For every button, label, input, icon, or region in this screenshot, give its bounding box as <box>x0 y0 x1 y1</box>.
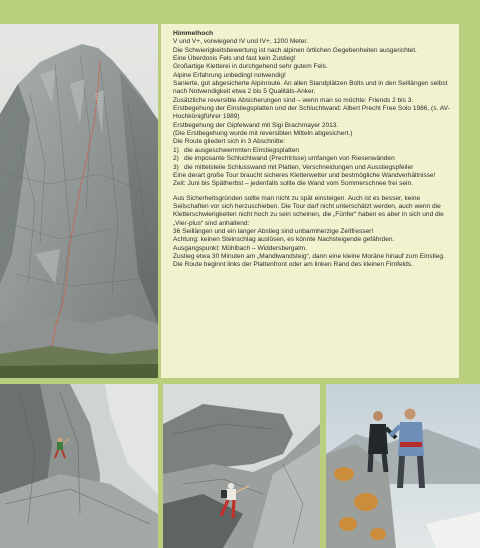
safety-paragraph: Aus Sicherheitsgründen sollte man nicht zu spät einsteigen. Auch ist es besser, keine Seilschaften vor sich herzuschieben. Die Tour darf nicht unterschätzt werden, auch wenn die Kletterschwierigkeiten nicht hoch zu sein scheinen, die „Fünfer“ haben es aber in sich und die „Vier-plus“ sind anhaltend: <box>173 194 444 227</box>
weather-note: Eine derart große Tour braucht sicheres Kletterwetter und bestmögliche Wandverhältnisse! <box>173 171 436 179</box>
sections-intro: Die Route gliedert sich in 3 Abschnitte: <box>173 138 286 146</box>
approach-description: Zustieg etwa 30 Minuten am „Mandlwandsteig“, dann eine kleine Moräne hinauf zum Einstieg. Die Route beginnt links der Plattenfront oder am linken Rand des kleinen Firnfelds. <box>173 252 445 269</box>
route-title: Himmelhoch <box>173 30 214 37</box>
rockfall-warning: Achtung: keinen Steinschlag auslösen, es könnte Nachsteigende gefährden. <box>173 236 395 244</box>
ridge-climber-photo <box>163 384 320 548</box>
first-ascent-summit: Erstbegehung der Gipfelwand mit Sigi Brachmayer 2013. <box>173 121 339 129</box>
summit-climbers-image <box>326 384 480 548</box>
ridge-climber-image <box>163 384 320 548</box>
list-item <box>173 147 450 155</box>
experience-note: Alpine Erfahrung unbedingt notwendig! <box>173 71 286 79</box>
climber-slab-image <box>0 384 158 548</box>
protection-note: Sanierte, gut abgesicherte Alpinroute. An allen Standplätzen Bolts und in den Seillängen selbst nach Notwendigkeit etwa 2 bis 5 Qualitäts-Anker. <box>173 80 448 96</box>
extra-protection-note: Zusätzliche reversible Absicherungen sind – wenn man so möchte: Friends 2 bis 3. <box>173 96 414 104</box>
season-note: Zeit: Juni bis Spätherbst – jedenfalls sollte die Wand vom Sommerschnee frei sein. <box>173 180 413 188</box>
starting-point: Ausgangspunkt: Mühlbach – Widdersbergalm. <box>173 244 307 252</box>
grade-line: V und V+, vorwiegend IV und IV+, 1200 Meter. <box>173 38 309 46</box>
first-ascent-note: (Die Erstbegehung wurde mit reversiblen Mitteln abgesichert.) <box>173 130 353 138</box>
section-text: die imposante Schluchtwand (Prechtrisse) umfangen von Riesenwänden <box>184 155 395 163</box>
mountain-face-image <box>0 24 158 378</box>
section-text: die ausgeschwemmten Einstiegsplatten <box>184 146 299 154</box>
rating-note: Die Schwierigkeitsbewertung ist nach alpinen örtlichen Gegebenheiten ausgerichtet. <box>173 46 417 54</box>
route-sections-list <box>173 147 450 172</box>
route-description-panel <box>161 24 459 378</box>
list-item <box>173 155 450 163</box>
list-item <box>173 164 450 172</box>
approach-note: Eine Überdosis Fels und fast kein Zustieg! <box>173 55 296 63</box>
pitch-count-note: 36 Seillängen und ein langer Abstieg sind unbarmherzige Zeitfresser! <box>173 227 374 235</box>
section-number: 3) <box>173 163 179 171</box>
section-text: die mittelsteile Schlusswand mit Platten, Verschneidungen und Ausstiegspfeiler <box>184 163 414 171</box>
mountain-face-photo <box>0 24 158 378</box>
section-number: 1) <box>173 146 179 154</box>
climbing-quality-note: Großartige Kletterei in durchgehend sehr gutem Fels. <box>173 63 328 71</box>
climber-slab-photo <box>0 384 158 548</box>
summit-climbers-photo <box>326 384 480 548</box>
first-ascent-lower: Erstbegehung der Einstiegsplatten und der Schluchtwand: Albert Precht Free Solo 1986, (s. AV-Hochkönigführer 1989) <box>173 105 450 121</box>
section-number: 2) <box>173 155 179 163</box>
